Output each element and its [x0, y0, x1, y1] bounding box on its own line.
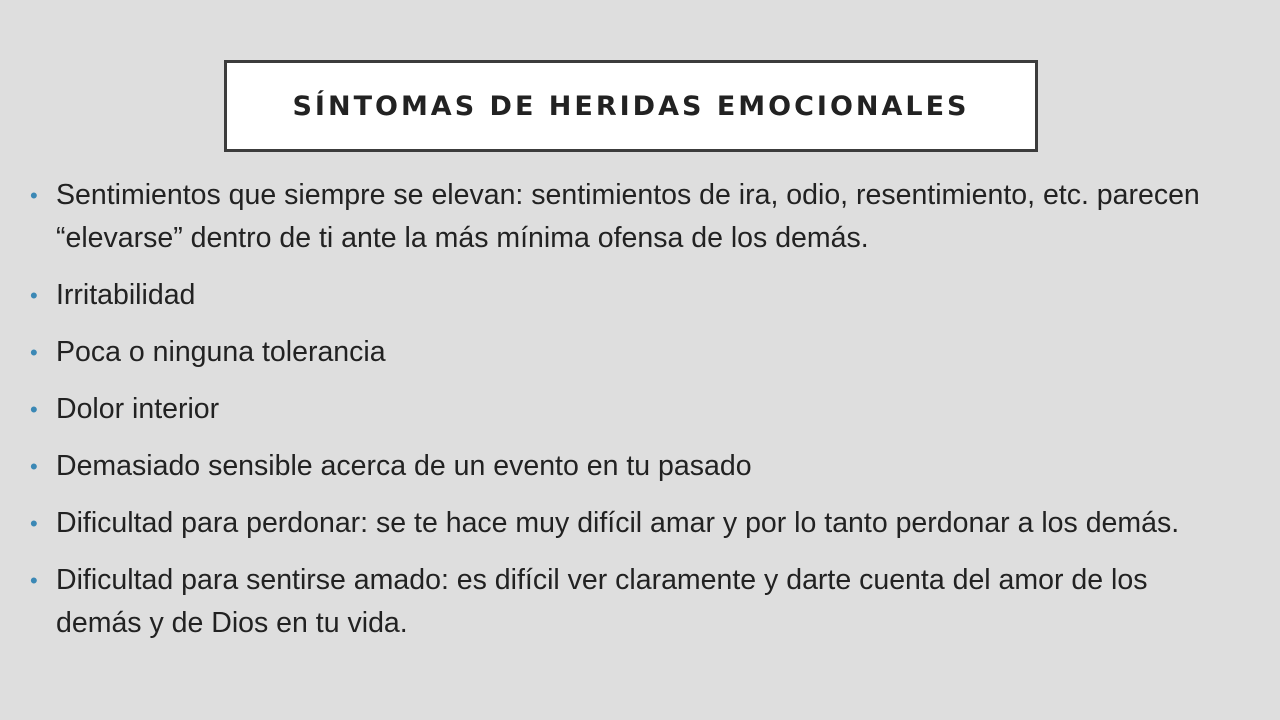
bullet-dot-icon: •: [30, 340, 38, 365]
bullet-list: [30, 174, 1230, 659]
bullet-item: [30, 174, 1230, 260]
bullet-text: Dificultad para sentirse amado: es difícil ver claramente y darte cuenta del amor de los demás y de Dios en tu vida.: [56, 564, 1148, 639]
bullet-text: Dolor interior: [56, 393, 220, 425]
bullet-text: Sentimientos que siempre se elevan: sentimientos de ira, odio, resentimiento, etc. parecen “elevarse” dentro de ti ante la más mínima ofensa de los demás.: [56, 179, 1200, 254]
bullet-dot-icon: •: [30, 283, 38, 308]
bullet-item: [30, 502, 1230, 545]
bullet-text: Dificultad para perdonar: se te hace muy difícil amar y por lo tanto perdonar a los demás.: [56, 507, 1180, 539]
bullet-item: [30, 388, 1230, 431]
bullet-dot-icon: •: [30, 568, 38, 593]
bullet-dot-icon: •: [30, 454, 38, 479]
bullet-dot-icon: •: [30, 183, 38, 208]
bullet-text: Poca o ninguna tolerancia: [56, 336, 386, 368]
bullet-item: [30, 559, 1230, 645]
bullet-item: [30, 331, 1230, 374]
title-box: [224, 60, 1038, 152]
bullet-text: Demasiado sensible acerca de un evento en tu pasado: [56, 450, 752, 482]
slide-title: SÍNTOMAS DE HERIDAS EMOCIONALES: [292, 90, 970, 122]
bullet-item: [30, 445, 1230, 488]
bullet-dot-icon: •: [30, 511, 38, 536]
bullet-item: [30, 274, 1230, 317]
bullet-dot-icon: •: [30, 397, 38, 422]
bullet-text: Irritabilidad: [56, 279, 196, 311]
